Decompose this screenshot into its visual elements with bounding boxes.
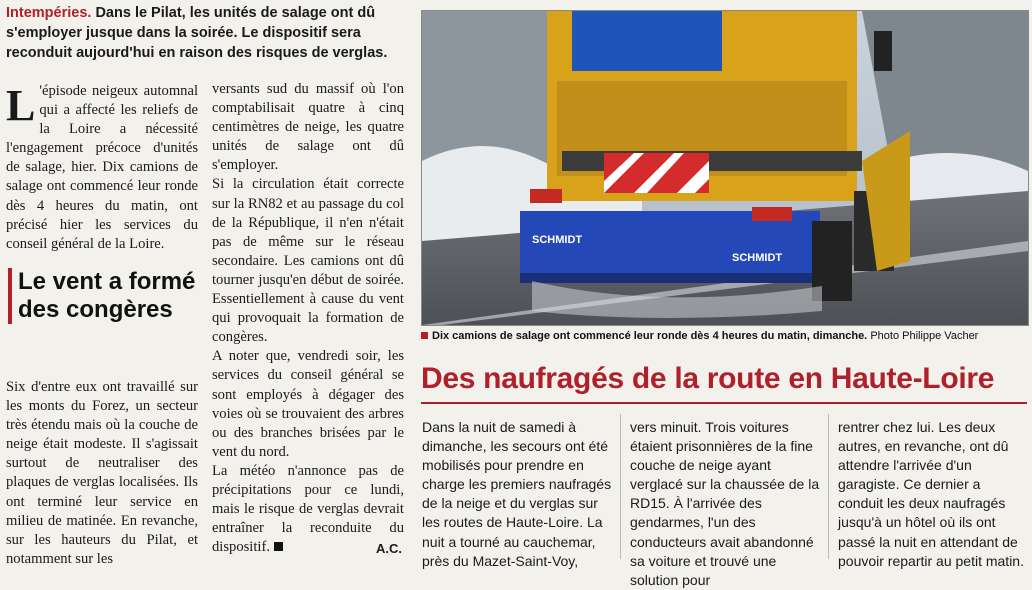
column-1-body bbox=[6, 378, 198, 569]
story-2-headline: Des naufragés de la route en Haute-Loire bbox=[421, 362, 995, 395]
lead-text: Dans le Pilat, les unités de salage ont dû s'employer jusque dans la soirée. Le dispositif sera reconduit aujourd'hui en raison des risques de verglas. bbox=[6, 5, 388, 61]
article-lead bbox=[6, 3, 410, 63]
story-2-column-2: vers minuit. Trois voitures étaient prisonnières de la fine couche de neige ayant verglacé sur la chaussée de la RD15. À l'arrivée des gendarmes, l'un des conducteurs avait abandonné sa voiture et trouvé une solution pour bbox=[630, 419, 820, 588]
paragraph-4-text: La météo n'annonce pas de précipitations pour ce lundi, mais le risque de verglas devrait entraîner la reconduite du dispositif. bbox=[212, 462, 404, 556]
author-signature: A.C. bbox=[376, 541, 402, 556]
subheading: Le vent a formé des congères bbox=[8, 268, 208, 324]
column-1-intro bbox=[6, 82, 198, 254]
column-divider bbox=[828, 414, 829, 559]
paragraph-3: A noter que, vendredi soir, les services du conseil général se sont employés à dégager des voies où se trouvaient des arbres ou des branches brisées par le vent du nord. bbox=[212, 348, 404, 460]
body-paragraph: Six d'entre eux ont travaillé sur les monts du Forez, un secteur très étendu mais où la couche de neige était modeste. Il s'agissait surtout de neutraliser des plaques de verglas localisées. Ils ont terminé leur service en milieu de matinée. En revanche, sur les hauteurs du Pilat, et notamment sur les bbox=[6, 379, 198, 567]
story-2-column-1: Dans la nuit de samedi à dimanche, les secours ont été mobilisés pour prendre en charge les premiers naufragés de la neige et du verglas sur les routes de Haute-Loire. La nuit a tourné au cauchemar, près du Mazet-Saint-Voy, bbox=[422, 419, 612, 569]
paragraph-2: Si la circulation était correcte sur la RN82 et au passage du col de la République, il n'en n'était pas de même sur le réseau secondaire. Les camions ont dû tourner jusqu'en début de soirée. Essentiellement à cause du vent qui provoquait la formation de congères. bbox=[212, 176, 404, 346]
lead-kicker: Intempéries. bbox=[6, 5, 92, 21]
column-divider bbox=[620, 414, 621, 559]
paragraph-1: versants sud du massif où l'on comptabilisait quatre à cinq centimètres de neige, les quatre unités de salage ont dû s'employer. bbox=[212, 81, 404, 174]
story-2-column-3: rentrer chez lui. Les deux autres, en revanche, ont dû attendre l'arrivée d'un garagiste. Ce dernier a conduit les deux naufragés jusqu'à un hôtel où ils ont passé la nuit en attendant de pouvoir repartir au petit matin. bbox=[838, 419, 1024, 569]
photo-caption bbox=[421, 330, 1027, 342]
truck-illustration bbox=[422, 11, 1028, 325]
end-mark bbox=[274, 542, 283, 551]
intro-paragraph: 'épisode neigeux automnal qui a affecté les reliefs de la Loire a nécessité l'engagement précoce d'unités de salage, hier. Dix camions de salage ont commencé leur ronde dès 4 heures du matin, ont précisé hier les services du conseil général de la Loire. bbox=[6, 83, 198, 252]
truck-brand-right: SCHMIDT bbox=[732, 252, 783, 264]
photo-salt-truck bbox=[421, 10, 1029, 326]
photo-credit: Photo Philippe Vacher bbox=[870, 330, 979, 342]
headline-rule bbox=[421, 402, 1027, 404]
caption-text: Dix camions de salage ont commencé leur ronde dès 4 heures du matin, dimanche. bbox=[432, 330, 868, 342]
truck-brand-left: SCHMIDT bbox=[532, 234, 583, 246]
caption-bullet bbox=[421, 332, 428, 339]
drop-cap: L bbox=[6, 81, 36, 130]
column-2 bbox=[212, 80, 404, 557]
